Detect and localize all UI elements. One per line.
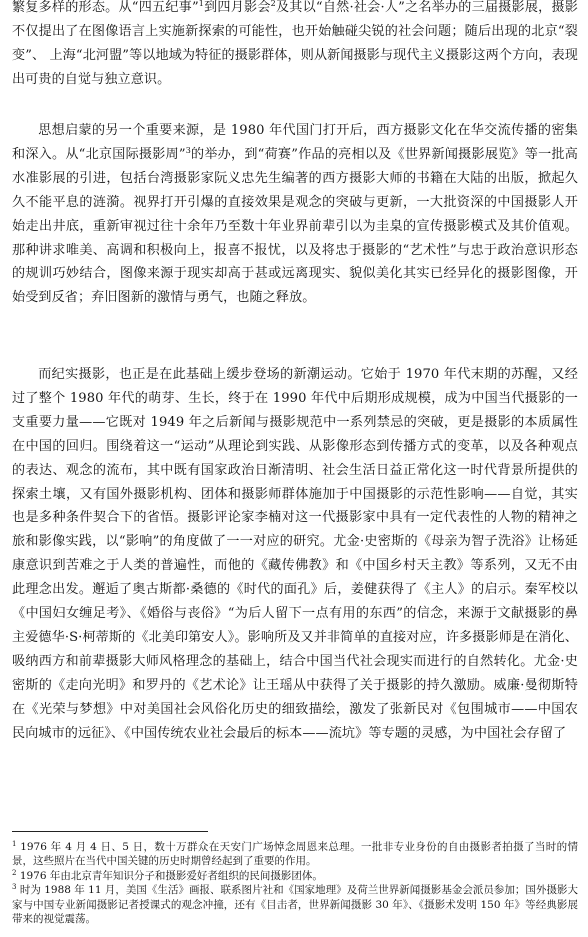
footnote-number: 3 [12, 883, 17, 892]
footnote-2 [12, 869, 578, 883]
footnote-number: 2 [12, 868, 17, 877]
paragraph-text: 到四月影会 [203, 0, 271, 15]
footnote-divider [12, 831, 208, 832]
paragraph-text: 的举办，到“荷赛”作品的亮相以及《世界新闻摄影展览》等一批高水准影展的引进，包括台湾摄影家阮义忠先生编著的西方摄影大师的书籍在大陆的出版，掀起久久不能平息的涟漪。视界打开引爆的直接效果是观念的突破与更新，一大批资深的中国摄影人开始走出井底，重新审视过往十余年乃至数十年业界前辈引以为圭臬的宣传摄影模式及其价值观。那种讲求唯美、高调和积极向上，报喜不报忧，以及将忠于摄影的“艺术性”与忠于政治意识形态的规训巧妙结合，图像来源于现实却高于甚或远离现实、貌似美化其实已经异化的摄影图像，开始受到反省；弃旧图新的激情与勇气，也随之释放。 [12, 146, 578, 306]
footnote-number: 1 [12, 840, 17, 848]
footnote-ref-3[interactable]: 3 [185, 145, 191, 155]
paragraph-text: 繁复多样的形态。从“四五纪事” [12, 0, 199, 15]
footnote-1 [12, 840, 578, 869]
footnote-ref-1[interactable]: 1 [198, 0, 204, 8]
paragraph-text: 思想启蒙的另一个重要来源，是 1980 年代国门打开后，西方摄影文化在华交流传播的密集和深入。从“北京国际摄影周” [12, 123, 578, 162]
footnote-text: 1976 年由北京青年知识分子和摄影爱好者组织的民间摄影团体。 [19, 869, 323, 882]
body-paragraph-2 [12, 119, 578, 310]
footnote-text: 时为 1988 年 11 月，美国《生活》画报、联系图片社和《国家地理》及荷兰世界新闻摄影基金会派员参加；国外摄影大家与中国专业新闻摄影记者授课式的观念冲撞，还有《目击者，世界新闻摄影 30 年》、《摄影术发明 150 年》等经典影展带来的视觉震荡。 [12, 884, 578, 926]
body-paragraph-3: 而纪实摄影，也正是在此基础上缓步登场的新潮运动。它始于 1970 年代末期的苏醒，又经过了整个 1980 年代的萌芽、生长，终于在 1990 年代中后期形成规模，成为中国当代摄影的一支重要力量——它既对 1949 年之后新闻与摄影规范中一系列禁忌的突破，更是摄影的本质属性在中国的回归。围绕着这一“运动”从理论到实践、从影像形态到传播方式的变革，以及各种观点的表达、观念的流布，其中既有国家政治日渐清明、社会生活日益正常化这一时代背景所提供的探索土壤，又有国外摄影机构、团体和摄影师群体施加于中国摄影的示范性影响——自觉，其实也是多种条件契合下的省悟。摄影评论家李楠对这一代摄影家中具有一定代表性的人物的精神之旅和影像实践，以“影响”的角度做了一一对应的研究。尤金·史密斯的《母亲为智子洗浴》让杨延康意识到苦难之于人类的普遍性，而他的《藏传佛教》和《中国乡村天主教》等系列，又无不由此理念出发。邂逅了奥古斯都·桑德的《时代的面孔》后，姜健获得了《主人》的启示。秦军校以《中国妇女缠足考》、《婚俗与丧俗》“为后人留下一点有用的东西”的信念，来源于文献摄影的鼻主爱德华·S·柯蒂斯的《北美印第安人》。影响所及又并非简单的直接对应，许多摄影师是在消化、吸纳西方和前辈摄影大师风格理念的基础上，结合中国当代社会现实而进行的自然转化。尤金·史密斯的《走向光明》和罗丹的《艺术论》让王瑶从中获得了关于摄影的持久激励。威廉·曼彻斯特在《光荣与梦想》中对美国社会风俗化历史的细致描绘，激发了张新民对《包围城市——中国农民向城市的远征》、《中国传统农业社会最后的标本——流坑》等专题的灵感，为中国社会存留了 [12, 367, 578, 741]
paragraph-text: 及其以“自然·社会·人”之名举办的三届摄影展，摄影不仅提出了在图像语言上实施新探索的可能性，也开始触碰尖锐的社会问题；随后出现的北京“裂变”、 上海“北河盟”等以地域为特征的摄影群体，则从新闻摄影与现代主义摄影这两个方向，表现出可贵的自觉与独立意识。 [12, 0, 578, 87]
footnote-text: 1976 年 4 月 4 日、5 日，数十万群众在天安门广场悼念周恩来总理。一批非专业身份的自由摄影者拍摄了当时的情景，这些照片在当代中国关键的历史时期曾经起到了重要的作用。 [12, 841, 578, 868]
footnotes [12, 840, 578, 926]
footnote-ref-2[interactable]: 2 [270, 0, 276, 8]
body-paragraph-1 [12, 0, 578, 92]
footnote-3 [12, 883, 578, 926]
